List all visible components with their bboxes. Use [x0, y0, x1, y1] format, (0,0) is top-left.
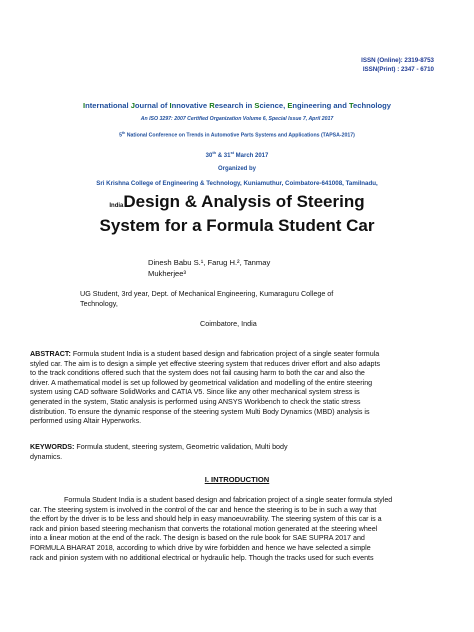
conference-name: National Conference on Trends in Automotive Parts Systems and Applications (TAPSA-2017) [125, 132, 355, 139]
journal-initial: I [82, 101, 86, 110]
journal-initial: T [348, 101, 354, 110]
paper-title-line-1 [0, 192, 474, 212]
journal-initial: S [254, 101, 260, 110]
journal-word: ngineering and [292, 101, 349, 110]
title-text-1: Design & Analysis of Steering [123, 192, 365, 211]
abstract-line: generated in the system, Static analysis is performed using ANSYS Workbench to check the static stress [30, 397, 361, 406]
journal-word: echnology [353, 101, 392, 110]
journal-initial: E [287, 101, 293, 110]
journal-word: nternational [85, 101, 131, 110]
affiliation-city: Coimbatore, India [200, 319, 257, 328]
abstract-line [30, 350, 443, 360]
conference-ordinal: th [122, 131, 126, 135]
issn-block [361, 56, 434, 74]
journal-title [0, 101, 474, 110]
intro-line: rack and pinion based steering mechanism that converts the rotational motion generated at the steering wheel [30, 524, 378, 533]
intro-line: rack and pinion system with no additional electrical or hydraulic help. Though the tracks used for such events [30, 553, 374, 562]
section-heading [0, 475, 474, 484]
intro-line: into a linear motion at the end of the rack. The design is based on the rule book for SAE SUPRA 2017 and [30, 534, 365, 543]
authors-line-2: Mukherjee³ [148, 269, 186, 278]
journal-word: ournal of [134, 101, 170, 110]
journal-word: nnovative [171, 101, 210, 110]
keywords-label: KEYWORDS: [30, 443, 75, 451]
date-ordinal-1: th [212, 150, 217, 155]
affiliation-line-1: UG Student, 3rd year, Dept. of Mechanical Engineering, Kumaraguru College of [80, 289, 334, 298]
authors-line-1: Dinesh Babu S.¹, Farug H.², Tanmay [148, 258, 271, 267]
conference-date [0, 150, 474, 159]
date-day-1: 30 [205, 153, 213, 159]
conference-line [0, 131, 474, 139]
abstract-line: system using CAD software SolidWorks and CATIA V5. Since like any other mechanical system stress is [30, 388, 360, 397]
organized-by: Organized by [217, 166, 256, 172]
issn-online: ISSN (Online): 2319-8753 [361, 57, 434, 64]
introduction-heading: I. INTRODUCTION [204, 475, 270, 484]
keywords [30, 443, 443, 462]
date-ordinal-2: st [230, 150, 234, 155]
abstract-line: distribution. To ensure the dynamic response of the steering system Multi Body Dynamics (MBD) analysis is [30, 407, 370, 416]
abstract-line: styled car. The aim is to design a simple yet effective steering system that reduces driver effort and also adapts [30, 359, 381, 368]
conference-number: 5 [119, 132, 123, 139]
journal-word: cience, [259, 101, 288, 110]
issn-print: ISSN(Print) : 2347 - 6710 [362, 66, 434, 73]
date-month-year: March 2017 [234, 153, 269, 159]
intro-line: FORMULA BHARAT 2018, according to which drive by wire forbidden and hence we have selected a simple [30, 543, 371, 552]
abstract-line: driver. A mathematical model is set up followed by geometrical validation and modelling of the entire steering [30, 378, 373, 387]
abstract-label: ABSTRACT: [30, 350, 71, 358]
abstract-text: Formula student India is a student based design and fabrication project of a single seater formula [70, 350, 380, 358]
keywords-text: Formula student, steering system, Geometric validation, Multi body [74, 443, 288, 451]
title-prefix: India [109, 203, 124, 209]
abstract-line: performed using Altair Hyperworks. [30, 417, 142, 426]
journal-initial: R [209, 101, 215, 110]
introduction-body [30, 496, 443, 563]
college-name: Sri Krishna College of Engineering & Technology, Kuniamuthur, Coimbatore-641008, Tamilnadu, [96, 180, 378, 187]
affiliation-line-2: Technology, [80, 299, 118, 308]
intro-line: car. The steering system is involved in the control of the car and hence the steering is to be in such a way that [30, 505, 377, 514]
journal-word: esearch in [214, 101, 255, 110]
journal-initial: I [169, 101, 172, 110]
date-day-2: & 31 [216, 153, 231, 159]
authors [148, 257, 270, 279]
affiliation [80, 289, 333, 309]
keywords-line-1 [30, 443, 443, 453]
certification-line: An ISO 3297: 2007 Certified Organization Volume 6, Special Issue 7, April 2017 [140, 116, 334, 122]
abstract [30, 350, 443, 427]
abstract-line: to the track conditions offered such that the system does not fail causing harm to both the car and also the [30, 369, 365, 378]
keywords-line-2: dynamics. [30, 452, 63, 461]
journal-initial: J [130, 101, 135, 110]
intro-line: the effort by the driver is to be less and should help in easy manoeuvrability. The steering system of this car is a [30, 515, 382, 524]
intro-line: Formula Student India is a student based design and fabrication project of a single seater formula styled [64, 496, 393, 504]
paper-title-line-2: System for a Formula Student Car [99, 216, 375, 235]
